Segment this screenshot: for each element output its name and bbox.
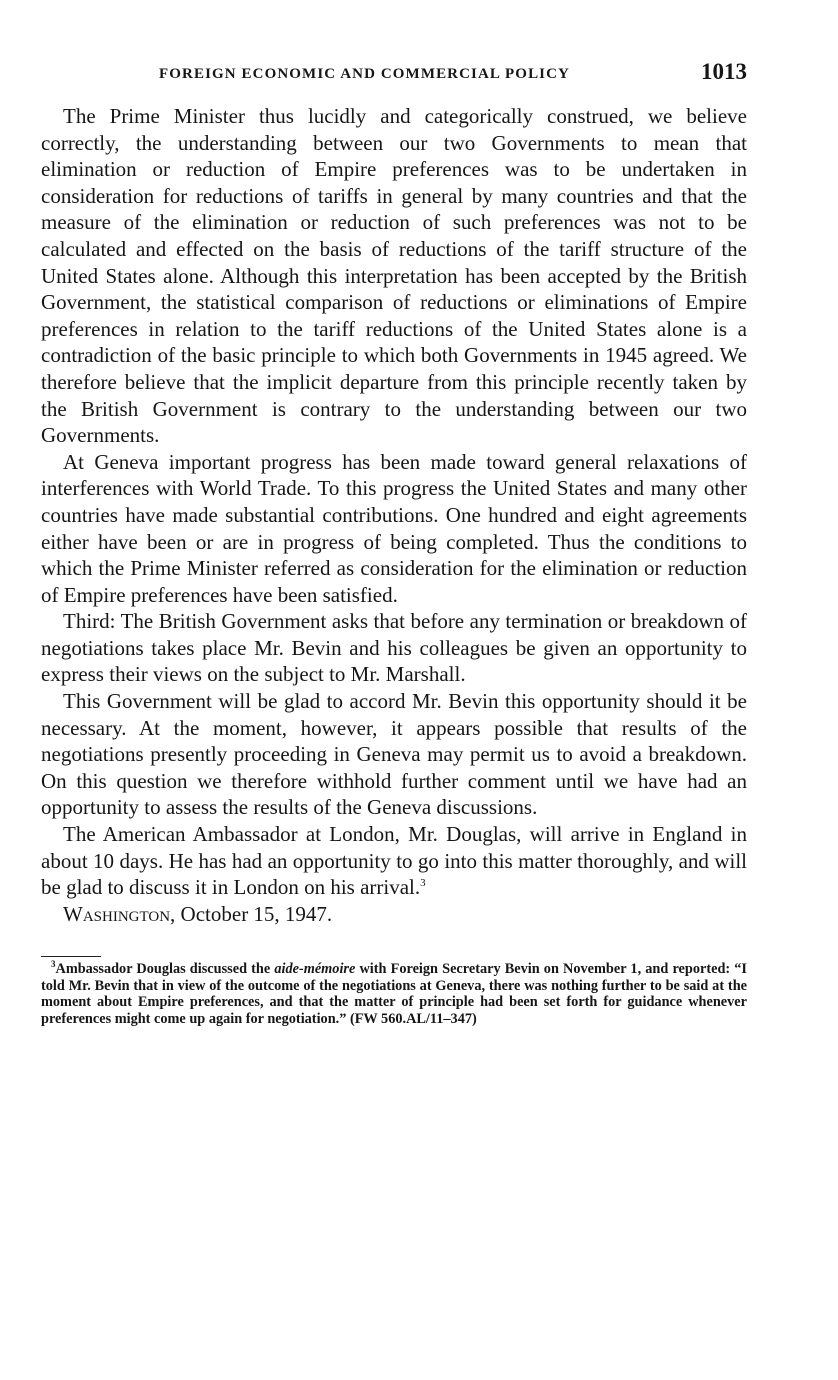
paragraph-ambassador-arrival	[41, 821, 747, 901]
paragraph-geneva-progress: At Geneva important progress has been made toward general relaxations of interferences with World Trade. To this progress the United States and many other countries have made substantial contributions. One hundred and eight agreements either have been or are in progress of being completed. Thus the conditions to which the Prime Minister referred as consideration for the elimination or reduction of Empire preferences have been satisfied.	[41, 449, 747, 607]
footnote-text-before: Ambassador Douglas discussed the	[55, 961, 275, 978]
paragraph-ambassador-text: The American Ambassador at London, Mr. Douglas, will arrive in England in about 10 days. He has had an opportunity to go into this matter thoroughly, and will be glad to discuss it in London on his arrival.	[41, 822, 747, 900]
paragraph-government-response: This Government will be glad to accord Mr. Bevin this opportunity should it be necessary. At the moment, however, it appears possible that results of the negotiations presently proceeding in Geneva may permit us to avoid a breakdown. On this question we therefore withhold further comment until we have had an opportunity to assess the results of the Geneva discussions.	[41, 689, 747, 820]
page-number: 1013	[701, 59, 747, 84]
dateline	[41, 901, 747, 928]
running-head	[41, 58, 747, 92]
footnote-italic-term: aide-mémoire	[274, 961, 356, 978]
footnote	[41, 961, 747, 1027]
paragraph-third-request: Third: The British Government asks that before any termination or breakdown of negotiations takes place Mr. Bevin and his colleagues be given an opportunity to express their views on the subject to Mr. Marshall.	[41, 609, 747, 687]
running-title: FOREIGN ECONOMIC AND COMMERCIAL POLICY	[159, 66, 570, 82]
footnote-text-after: with Foreign Secretary Bevin on November 1, and reported: “I told Mr. Bevin that in view of the outcome of the negotiations at Geneva, there was nothing further to be said at the moment about Empire preferences, and that the matter of principle had been set forth for guidance whenever preferences might come up again for negotiation.” (FW 560.AL/11–347)	[41, 961, 747, 1027]
footnote-marker: 3	[51, 959, 56, 970]
paragraph-prime-minister: The Prime Minister thus lucidly and categorically construed, we believe correctly, the understanding between our two Governments to mean that elimination or reduction of Empire preferences was to be undertaken in consideration for reductions of tariffs in general by many countries and that the measure of the elimination or reduction of such preferences was not to be calculated and effected on the basis of reductions of the tariff structure of the United States alone. Although this interpretation has been accepted by the British Government, the statistical comparison of reductions or eliminations of Empire preferences in relation to the tariff reductions of the United States alone is a contradiction of the basic principle to which both Governments in 1945 agreed. We therefore believe that the implicit departure from this principle recently taken by the British Government is contrary to the understanding between our two Governments.	[41, 104, 747, 448]
dateline-place: Washington	[63, 901, 171, 926]
footnote-reference: 3	[420, 877, 426, 890]
document-page	[41, 58, 747, 1027]
dateline-date: , October 15, 1947.	[170, 901, 333, 926]
body-text	[41, 103, 747, 927]
footnote-divider	[41, 956, 101, 957]
